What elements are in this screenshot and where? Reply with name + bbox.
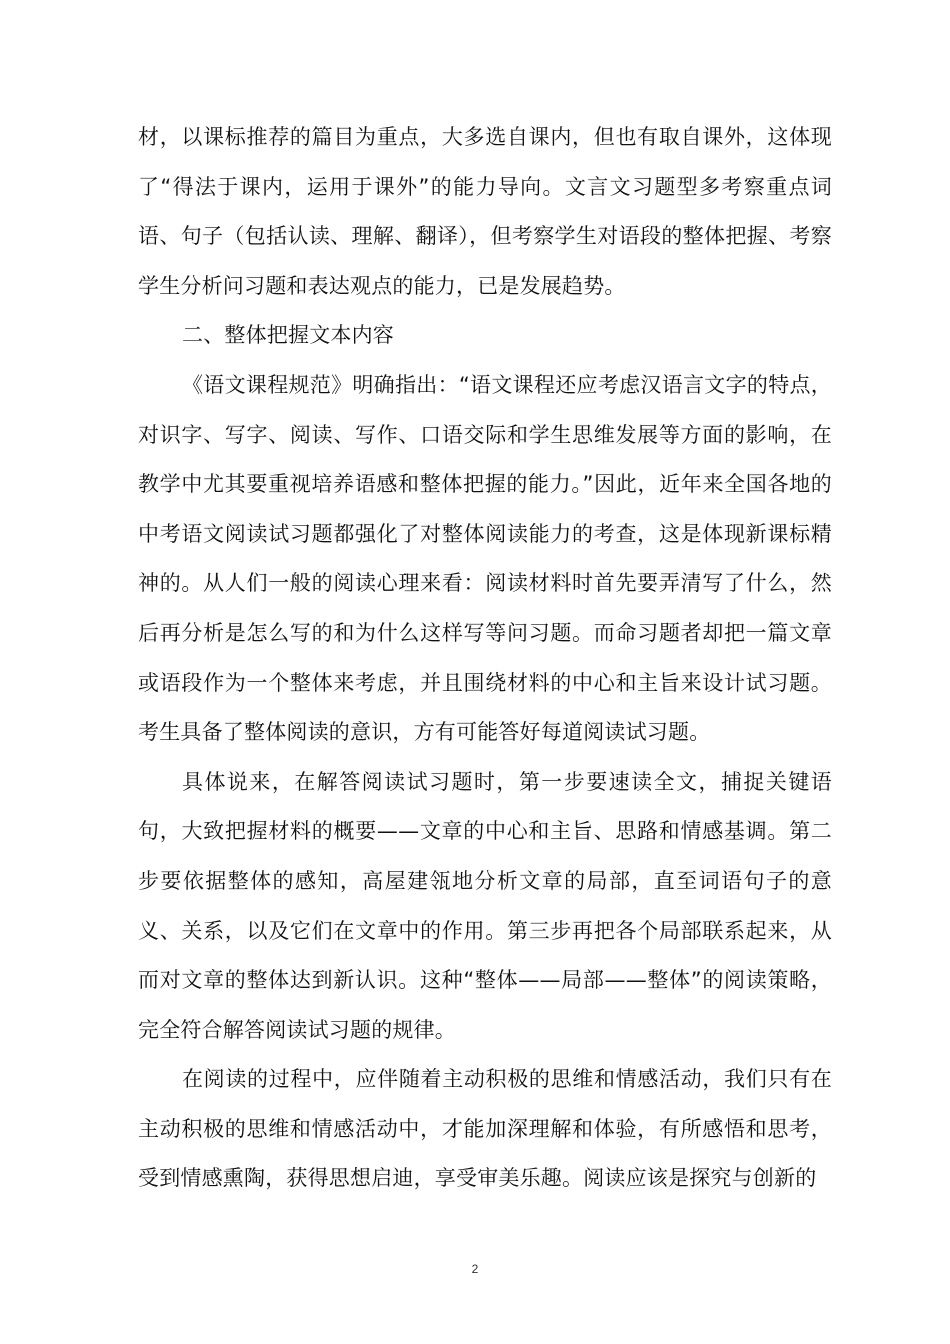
- paragraph-continuation: 材，以课标推荐的篇目为重点，大多选自课内，但也有取自课外，这体现了“得法于课内，运用于课外”的能力导向。文言文习题型多考察重点词语、句子（包括认读、理解、翻译），但考察学生对语段的整体把握、考察学生分析问习题和表达观点的能力，已是发展趋势。: [138, 125, 832, 298]
- section-heading: 二、整体把握文本内容: [182, 323, 394, 348]
- document-body: [138, 113, 832, 1204]
- page-number: 2: [471, 1262, 479, 1276]
- paragraph: 具体说来，在解答阅读试习题时，第一步要速读全文，捕捉关键语句，大致把握材料的概要——文章的中心和主旨、思路和情感基调。第二步要依据整体的感知，高屋建瓴地分析文章的局部，直至词语句子的意义、关系，以及它们在文章中的作用。第三步再把各个局部联系起来，从而对文章的整体达到新认识。这种“整体——局部——整体”的阅读策略，完全符合解答阅读试习题的规律。: [138, 769, 832, 1042]
- paragraph: 《语文课程规范》明确指出：“语文课程还应考虑汉语言文字的特点，对识字、写字、阅读、写作、口语交际和学生思维发展等方面的影响，在教学中尤其要重视培养语感和整体把握的能力。”因此，近年来全国各地的中考语文阅读试习题都强化了对整体阅读能力的考查，这是体现新课标精神的。从人们一般的阅读心理来看：阅读材料时首先要弄清写了什么，然后再分析是怎么写的和为什么这样写等问习题。而命习题者却把一篇文章或语段作为一个整体来考虑，并且围绕材料的中心和主旨来设计试习题。考生具备了整体阅读的意识，方有可能答好每道阅读试习题。: [138, 372, 832, 745]
- paragraph: 在阅读的过程中，应伴随着主动积极的思维和情感活动，我们只有在主动积极的思维和情感活动中，才能加深理解和体验，有所感悟和思考，受到情感熏陶，获得思想启迪，享受审美乐趣。阅读应该是探究与创新的: [138, 1067, 832, 1191]
